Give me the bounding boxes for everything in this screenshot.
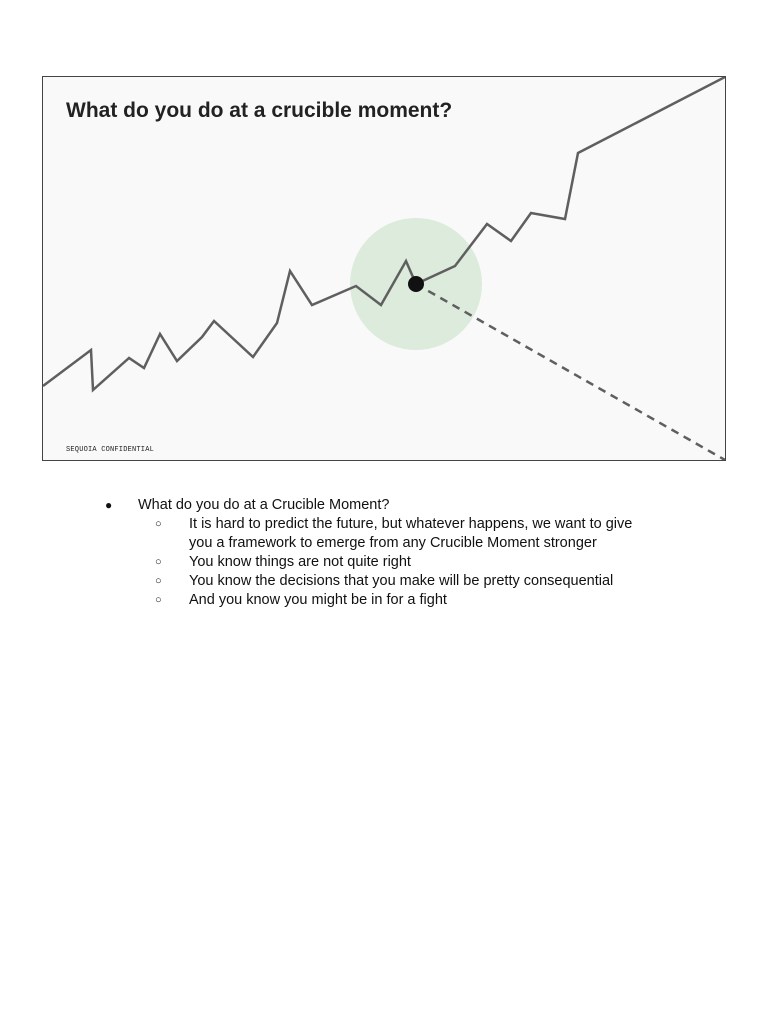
hollow-bullet-icon: ○ <box>155 575 162 587</box>
confidential-footer: SEQUOIA CONFIDENTIAL <box>66 446 155 454</box>
slide <box>42 76 726 461</box>
notes-sub-bullet-text: And you know you might be in for a fight <box>189 592 447 608</box>
crucible-point-marker <box>408 276 424 292</box>
filled-bullet-icon: ● <box>105 498 113 512</box>
notes-sub-bullet <box>105 591 659 610</box>
notes-sub-bullet <box>105 572 659 591</box>
notes-sub-bullet <box>105 553 659 572</box>
notes-bullet-text: What do you do at a Crucible Moment? <box>138 497 390 513</box>
notes-sub-bullet-text: You know things are not quite right <box>189 554 411 570</box>
hollow-bullet-icon: ○ <box>155 556 162 568</box>
hollow-bullet-icon: ○ <box>155 594 162 606</box>
notes-sub-bullet <box>105 515 659 553</box>
notes-sub-bullet-text: You know the decisions that you make will be pretty consequential <box>189 573 614 589</box>
notes-sub-bullet-text: It is hard to predict the future, but whatever happens, we want to give you a framework to emerge from any Crucible Moment stronger <box>189 516 633 551</box>
notes-bullet <box>105 496 705 515</box>
speaker-notes <box>105 496 705 610</box>
trend-chart <box>43 77 725 460</box>
slide-title: What do you do at a crucible moment? <box>66 99 453 122</box>
hollow-bullet-icon: ○ <box>155 518 162 530</box>
